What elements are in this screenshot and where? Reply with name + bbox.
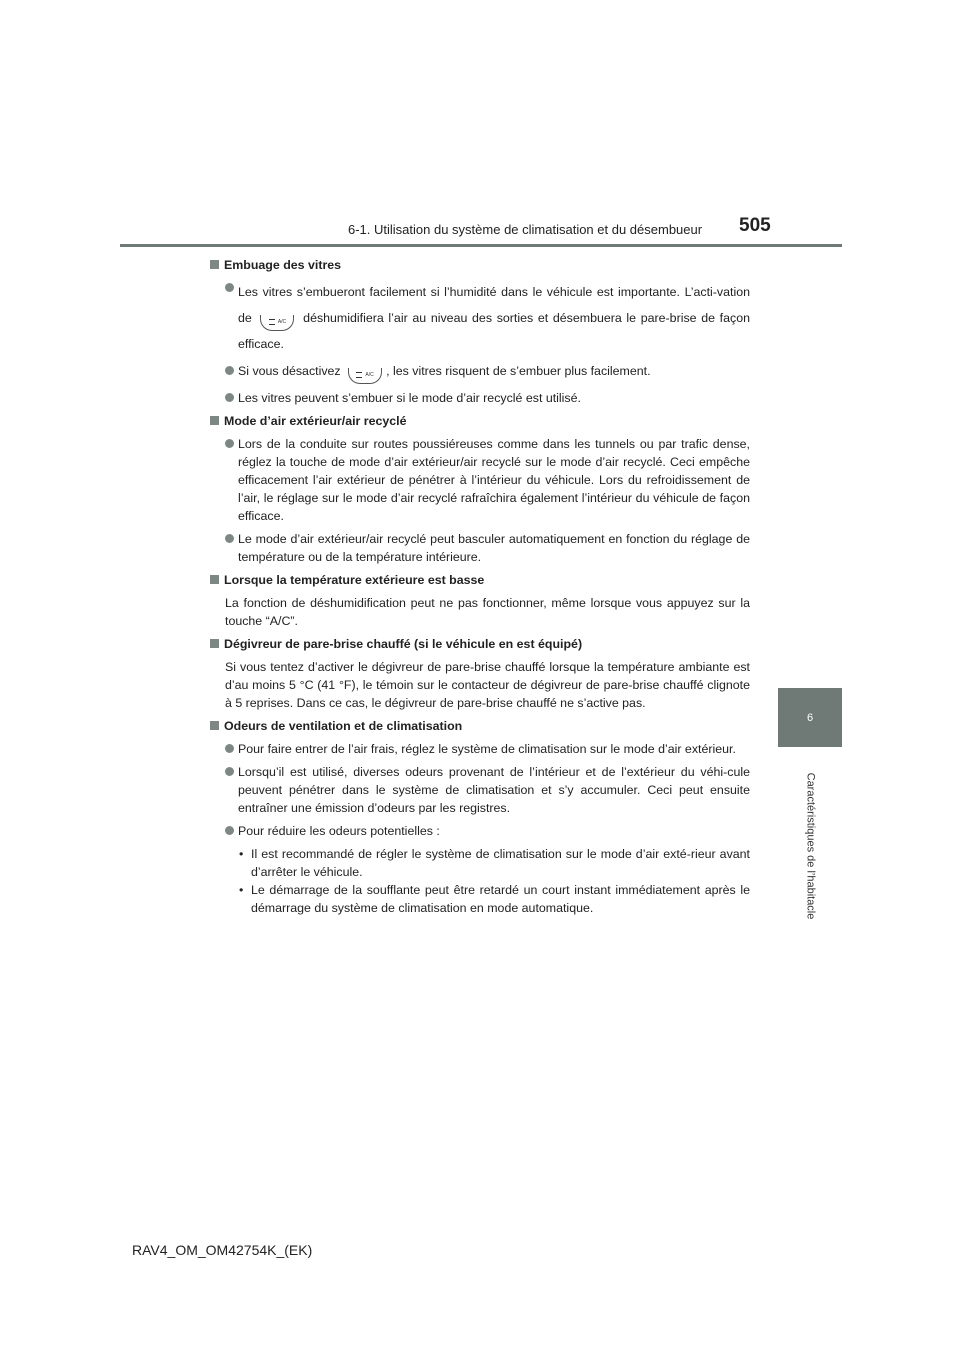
- section-temperature: [210, 571, 750, 630]
- section-embuage: [210, 256, 750, 407]
- fan-lines-icon: [356, 372, 362, 378]
- paragraph: Si vous tentez d’activer le dégivreur de pare-brise chauffé lorsque la température ambiante est d’au moins 5 °C (41 °F), le témoin sur le contacteur de dégivreur de pare-brise chauffé clignote à 5 reprises. Dans ce cas, le dégivreur de pare-brise chauffé ne s’active pas.: [225, 659, 750, 710]
- list-item: Le mode d’air extérieur/air recyclé peut basculer automatiquement en fonction du réglage de température ou de la température intérieure.: [210, 530, 750, 566]
- page-number: 505: [739, 215, 771, 236]
- sub-item-text: Le démarrage de la soufflante peut être retardé un court instant immédiatement après le démarrage du système de climatisation en mode automatique.: [251, 882, 750, 915]
- header-title: 6-1. Utilisation du système de climatisation et du désembueur: [348, 222, 703, 237]
- ac-icon-label: A/C: [277, 319, 287, 325]
- chapter-sidebar: [778, 756, 842, 936]
- list-item: Pour réduire les odeurs potentielles :: [210, 822, 750, 840]
- bullet-text: Les vitres s’embueront facilement si l’humidité dans le véhicule est importante. L’acti-vation de: [238, 285, 750, 325]
- chapter-tab: [778, 688, 842, 747]
- page-content: [210, 256, 750, 922]
- list-item: Les vitres peuvent s’embuer si le mode d’air recyclé est utilisé.: [210, 389, 750, 407]
- ac-button-icon: [260, 315, 294, 331]
- ac-icon-label: A/C: [365, 372, 374, 378]
- list-item: [210, 362, 750, 384]
- footer-code: RAV4_OM_OM42754K_(EK): [132, 1242, 313, 1258]
- sub-item-text: Il est recommandé de régler le système de climatisation sur le mode d’air exté-rieur avant d’arrêter le véhicule.: [251, 846, 750, 879]
- section-mode-air: [210, 412, 750, 566]
- sub-list-item: [210, 881, 750, 917]
- list-item: Lors de la conduite sur routes poussiéreuses comme dans les tunnels ou par trafic dense, réglez la touche de mode d’air extérieur/air recyclé sur le mode d’air recyclé. Ceci empêche efficacement l’air extérieur de pénétrer à l’intérieur du véhicule. Lors du refroidissement de l’air, le réglage sur le mode d’air recyclé rafraîchira également l’intérieur du véhicule de façon efficace.: [210, 435, 750, 525]
- section-heading: Mode d’air extérieur/air recyclé: [210, 412, 750, 430]
- chapter-number: 6: [806, 711, 814, 724]
- section-heading: Odeurs de ventilation et de climatisation: [210, 717, 750, 735]
- list-item: Pour faire entrer de l’air frais, réglez le système de climatisation sur le mode d’air extérieur.: [210, 740, 750, 758]
- bullet-text: déshumidifiera l’air au niveau des sorties et désembuera le pare-brise de façon efficace.: [238, 311, 750, 351]
- sub-bullet-marker: •: [239, 846, 244, 861]
- fan-lines-icon: [269, 319, 275, 325]
- section-heading: Dégivreur de pare-brise chauffé (si le véhicule en est équipé): [210, 635, 750, 653]
- bullet-text: , les vitres risquent de s’embuer plus facilement.: [386, 364, 651, 378]
- sub-list-item: [210, 845, 750, 881]
- section-heading: Embuage des vitres: [210, 256, 750, 274]
- paragraph: La fonction de déshumidification peut ne pas fonctionner, même lorsque vous appuyez sur la touche “A/C”.: [225, 595, 750, 628]
- list-item: [210, 279, 750, 357]
- chapter-title: Caractéristiques de l’habitacle: [804, 772, 816, 920]
- sub-bullet-marker: •: [239, 882, 244, 897]
- section-odeurs: [210, 717, 750, 917]
- list-item: Lorsqu’il est utilisé, diverses odeurs provenant de l’intérieur et de l’extérieur du véhi-cule peuvent pénétrer dans le système de climatisation et s’y accumuler. Ceci peut ensuite entraîner une émission d’odeurs par les registres.: [210, 763, 750, 817]
- ac-button-icon: [348, 368, 382, 384]
- section-heading: Lorsque la température extérieure est basse: [210, 571, 750, 589]
- header-rule: [120, 244, 842, 247]
- bullet-text: Si vous désactivez: [238, 364, 341, 378]
- section-degivreur: [210, 635, 750, 712]
